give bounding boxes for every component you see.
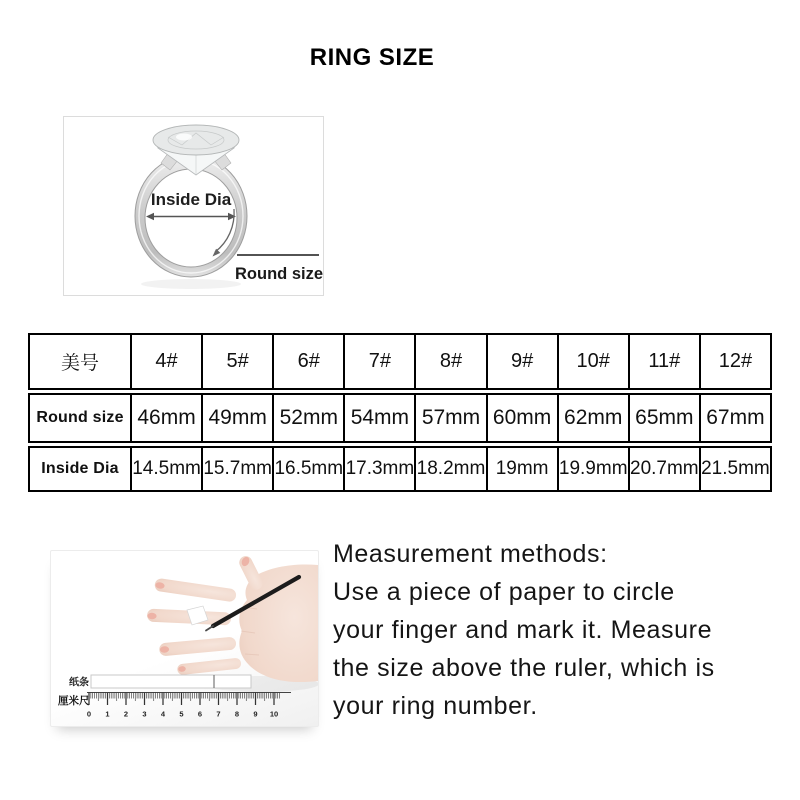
- measurement-instructions: [333, 535, 783, 725]
- ruler-label: 厘米尺: [58, 695, 90, 707]
- svg-text:5: 5: [179, 709, 184, 719]
- row-label-inside-dia: Inside Dia: [41, 460, 119, 477]
- svg-text:9: 9: [253, 709, 258, 719]
- hand-ruler-illustration: [51, 551, 318, 726]
- header-cell: 12#: [699, 335, 770, 388]
- paper-strip-label: 纸条: [69, 677, 89, 689]
- header-cell-us-size: 美号: [60, 353, 99, 374]
- ruler-numbers: [87, 710, 278, 719]
- measurement-line: Measurement methods:: [333, 540, 608, 568]
- ruler-ticks: [89, 693, 280, 706]
- table-cell: 60mm: [486, 395, 557, 441]
- header-cell: 5#: [201, 335, 272, 388]
- svg-text:7: 7: [216, 709, 221, 719]
- table-cell: 62mm: [557, 395, 628, 441]
- measurement-line: your finger and mark it. Measure: [333, 616, 713, 644]
- ring-shadow: [141, 279, 241, 289]
- svg-text:4: 4: [160, 709, 166, 719]
- inside-dia-label: Inside Dia: [150, 190, 232, 209]
- table-cell: 17.3mm: [343, 448, 414, 490]
- measurement-line: the size above the ruler, which is: [333, 654, 715, 682]
- paper-strip-scale: [69, 675, 251, 689]
- table-row-round-size: [28, 393, 772, 443]
- table-cell: 20.7mm: [628, 448, 699, 490]
- header-cell: 11#: [628, 335, 699, 388]
- table-cell: 67mm: [699, 395, 770, 441]
- table-cell: 49mm: [201, 395, 272, 441]
- table-cell: 19mm: [486, 448, 557, 490]
- svg-text:10: 10: [269, 709, 279, 719]
- header-cell: 9#: [486, 335, 557, 388]
- page-title: RING SIZE: [309, 44, 435, 71]
- table-cell: 52mm: [272, 395, 343, 441]
- ring-illustration: [64, 117, 323, 295]
- table-cell: 15.7mm: [201, 448, 272, 490]
- table-cell: 65mm: [628, 395, 699, 441]
- ring-size-table: [28, 333, 772, 492]
- svg-text:6: 6: [197, 709, 203, 719]
- header-cell: 6#: [272, 335, 343, 388]
- hand: [147, 554, 318, 682]
- svg-text:3: 3: [142, 709, 147, 719]
- svg-text:0: 0: [86, 709, 92, 719]
- diameter-arrow: [146, 213, 236, 220]
- svg-text:2: 2: [123, 709, 129, 719]
- svg-text:1: 1: [105, 709, 110, 719]
- measurement-photo: [50, 550, 319, 727]
- table-cell: 21.5mm: [699, 448, 770, 490]
- table-cell: 14.5mm: [130, 448, 201, 490]
- ring-diagram: [63, 116, 324, 296]
- header-cell: 10#: [557, 335, 628, 388]
- inside-dia-annotation: [146, 190, 236, 220]
- measurement-line: your ring number.: [333, 692, 538, 720]
- measurement-line: Use a piece of paper to circle: [333, 578, 675, 606]
- table-cell: 19.9mm: [557, 448, 628, 490]
- table-row-inside-dia: [28, 446, 772, 492]
- round-size-label: Round size: [235, 265, 323, 283]
- table-header-row: [28, 333, 772, 390]
- header-cell: 8#: [414, 335, 485, 388]
- table-cell: 57mm: [414, 395, 485, 441]
- table-cell: 54mm: [343, 395, 414, 441]
- svg-text:8: 8: [234, 709, 240, 719]
- ruler: [57, 693, 291, 719]
- header-cell: 7#: [343, 335, 414, 388]
- table-cell: 16.5mm: [272, 448, 343, 490]
- table-cell: 18.2mm: [414, 448, 485, 490]
- row-label-round-size: Round size: [36, 409, 124, 426]
- header-cell: 4#: [130, 335, 201, 388]
- table-cell: 46mm: [130, 395, 201, 441]
